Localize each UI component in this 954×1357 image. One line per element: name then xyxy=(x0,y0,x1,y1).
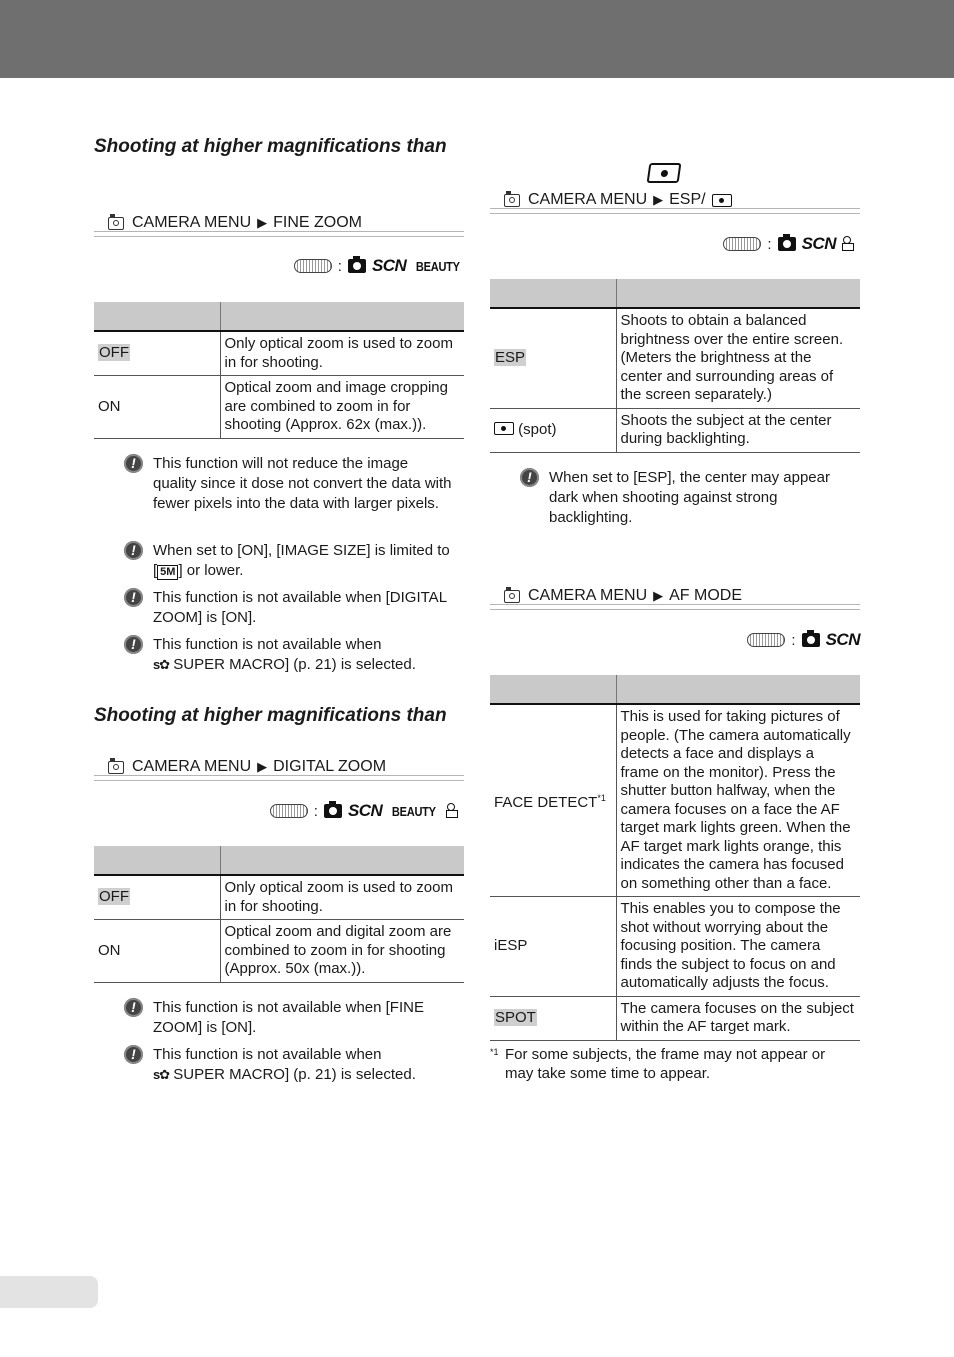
warning-icon: ! xyxy=(124,635,143,654)
spot-metering-icon xyxy=(494,422,514,435)
setting-label: ON xyxy=(94,920,220,983)
fine-zoom-heading: Shooting at higher magnifications than xyxy=(94,136,447,157)
table-row xyxy=(490,996,860,1040)
note-item xyxy=(520,468,855,528)
digital-zoom-menu-path xyxy=(94,758,464,776)
setting-description: Shoots the subject at the center during backlighting. xyxy=(616,408,860,452)
arrow-right-icon: ▶ xyxy=(257,759,268,774)
setting-label: (spot) xyxy=(490,408,616,452)
warning-icon: ! xyxy=(520,468,539,487)
fine-zoom-modes: : SCN BEAUTY xyxy=(94,256,464,276)
af-mode-table xyxy=(490,675,860,1041)
note-text: When set to [ESP], the center may appear dark when shooting against strong backlighting. xyxy=(549,469,830,526)
warning-icon: ! xyxy=(124,454,143,473)
super-macro-icon: s✿ xyxy=(153,1067,170,1082)
setting-description: Shoots to obtain a balanced brightness over the entire screen. (Meters the brightness at the center and surrounding areas of the screen separately.) xyxy=(616,308,860,408)
camera-icon xyxy=(778,237,796,251)
warning-icon: ! xyxy=(124,998,143,1017)
camera-menu-icon xyxy=(504,194,520,207)
footnote-text: For some subjects, the frame may not appear or may take some time to appear. xyxy=(505,1046,826,1082)
setting-label: OFF xyxy=(99,888,129,906)
beauty-mode-label: BEAUTY xyxy=(416,258,461,274)
setting-label: SPOT xyxy=(495,1008,536,1026)
note-item xyxy=(124,454,454,514)
scn-mode-label: SCN xyxy=(825,630,860,649)
scn-mode-label: SCN xyxy=(801,234,836,253)
menu-item: DIGITAL ZOOM xyxy=(273,758,387,775)
note-item xyxy=(124,635,454,675)
metering-table xyxy=(490,279,860,453)
setting-label: FACE DETECT$^{*1}$ xyxy=(490,704,616,897)
footnote xyxy=(490,1046,850,1083)
setting-description: Only optical zoom is used to zoom in for shooting. xyxy=(220,875,464,920)
camera-menu-icon xyxy=(108,217,124,230)
camera-icon xyxy=(324,804,342,818)
setting-description: This is used for taking pictures of people. (The camera automatically detects a face and displays a frame on the monitor). Press the shutter button halfway, when the camera focuses on a face the AF target mark lights green. When the AF target mark lights orange, this indicates the camera has focused on something other than a face. xyxy=(616,704,860,897)
menu-rule xyxy=(490,604,860,610)
digital-zoom-heading: Shooting at higher magnifications than xyxy=(94,705,447,726)
header-cell-description xyxy=(220,846,464,875)
metering-modes: : SCN xyxy=(490,234,860,254)
camera-menu-icon xyxy=(108,761,124,774)
camera-icon xyxy=(802,633,820,647)
page-number-tab xyxy=(0,1276,98,1308)
menu-item: FINE ZOOM xyxy=(273,214,363,231)
note-text: This function is not available when [DIGITAL ZOOM] is [ON]. xyxy=(153,589,447,626)
menu-prefix: CAMERA MENU xyxy=(132,214,252,231)
warning-icon: ! xyxy=(124,541,143,560)
header-cell-setting xyxy=(490,279,616,308)
menu-item: ESP/ xyxy=(669,191,706,208)
menu-prefix: CAMERA MENU xyxy=(132,758,252,775)
setting-description: The camera focuses on the subject within the AF target mark. xyxy=(616,996,860,1040)
camera-icon xyxy=(348,259,366,273)
menu-item: AF MODE xyxy=(669,587,743,604)
mode-dial-icon xyxy=(294,259,332,273)
setting-label: OFF xyxy=(99,344,129,362)
table-row xyxy=(94,875,464,920)
scn-mode-label: SCN xyxy=(371,256,407,275)
note-text: This function is not available when [FINE ZOOM] is [ON]. xyxy=(153,999,424,1036)
header-cell-setting xyxy=(94,846,220,875)
note-item xyxy=(124,998,454,1038)
setting-label: iESP xyxy=(490,897,616,997)
mode-dial-icon xyxy=(747,633,785,647)
note-text: This function is not available when s✿ SUPER MACRO] (p. 21) is selected. xyxy=(153,636,416,673)
camera-menu-icon xyxy=(504,590,520,603)
digital-zoom-modes: : SCN BEAUTY xyxy=(94,801,464,821)
spot-metering-icon xyxy=(712,194,732,207)
warning-icon: ! xyxy=(124,588,143,607)
table-row xyxy=(490,308,860,408)
metering-menu-path xyxy=(490,191,860,209)
header-cell-description xyxy=(616,279,860,308)
footnote-mark: *1 xyxy=(597,792,606,803)
menu-rule xyxy=(94,775,464,781)
menu-prefix: CAMERA MENU xyxy=(528,191,648,208)
movie-icon xyxy=(446,803,464,819)
setting-label: ON xyxy=(94,376,220,439)
image-size-5m-icon: 5M xyxy=(157,565,178,580)
table-row xyxy=(94,331,464,376)
setting-label: ESP xyxy=(495,349,526,366)
setting-description: Optical zoom and image cropping are combined to zoom in for shooting (Approx. 62x (max.)). xyxy=(220,376,464,439)
header-cell-description xyxy=(220,302,464,331)
header-cell-setting xyxy=(490,675,616,704)
footnote-mark: *1 xyxy=(490,1047,499,1057)
note-item xyxy=(124,1045,454,1085)
super-macro-icon: s✿ xyxy=(153,657,170,672)
af-mode-menu-path xyxy=(490,587,860,605)
menu-rule xyxy=(94,231,464,237)
header-cell-setting xyxy=(94,302,220,331)
mode-dial-icon xyxy=(723,237,761,251)
note-text: This function is not available when s✿ SUPER MACRO] (p. 21) is selected. xyxy=(153,1046,416,1083)
scn-mode-label: SCN xyxy=(347,801,383,820)
note-text: When set to [ON], [IMAGE SIZE] is limited to [ 5M ] or lower. xyxy=(153,542,450,579)
setting-description: This enables you to compose the shot without worrying about the focusing position. The camera finds the subject to focus on and automatically adjusts the focus. xyxy=(616,897,860,997)
fine-zoom-table xyxy=(94,302,464,439)
fine-zoom-menu-path xyxy=(94,214,464,232)
setting-description: Only optical zoom is used to zoom in for shooting. xyxy=(220,331,464,376)
warning-icon: ! xyxy=(124,1045,143,1064)
arrow-right-icon: ▶ xyxy=(653,192,664,207)
note-item xyxy=(124,588,454,628)
digital-zoom-table xyxy=(94,846,464,983)
table-row xyxy=(490,897,860,997)
setting-description: Optical zoom and digital zoom are combined to zoom in for shooting (Approx. 50x (max.)). xyxy=(220,920,464,983)
spot-metering-heading-icon xyxy=(648,163,680,186)
note-item xyxy=(124,541,454,581)
page-header-band xyxy=(0,0,954,78)
arrow-right-icon: ▶ xyxy=(653,588,664,603)
movie-icon xyxy=(842,236,860,252)
table-row xyxy=(94,920,464,983)
table-row xyxy=(94,376,464,439)
table-row xyxy=(490,704,860,897)
arrow-right-icon: ▶ xyxy=(257,215,268,230)
beauty-mode-label: BEAUTY xyxy=(392,803,437,819)
menu-rule xyxy=(490,208,860,214)
note-text: This function will not reduce the image quality since it dose not convert the data with fewer pixels into the data with larger pixels. xyxy=(153,455,452,512)
header-cell-description xyxy=(616,675,860,704)
menu-prefix: CAMERA MENU xyxy=(528,587,648,604)
af-mode-modes: : SCN xyxy=(490,630,860,650)
mode-dial-icon xyxy=(270,804,308,818)
table-row xyxy=(490,408,860,452)
